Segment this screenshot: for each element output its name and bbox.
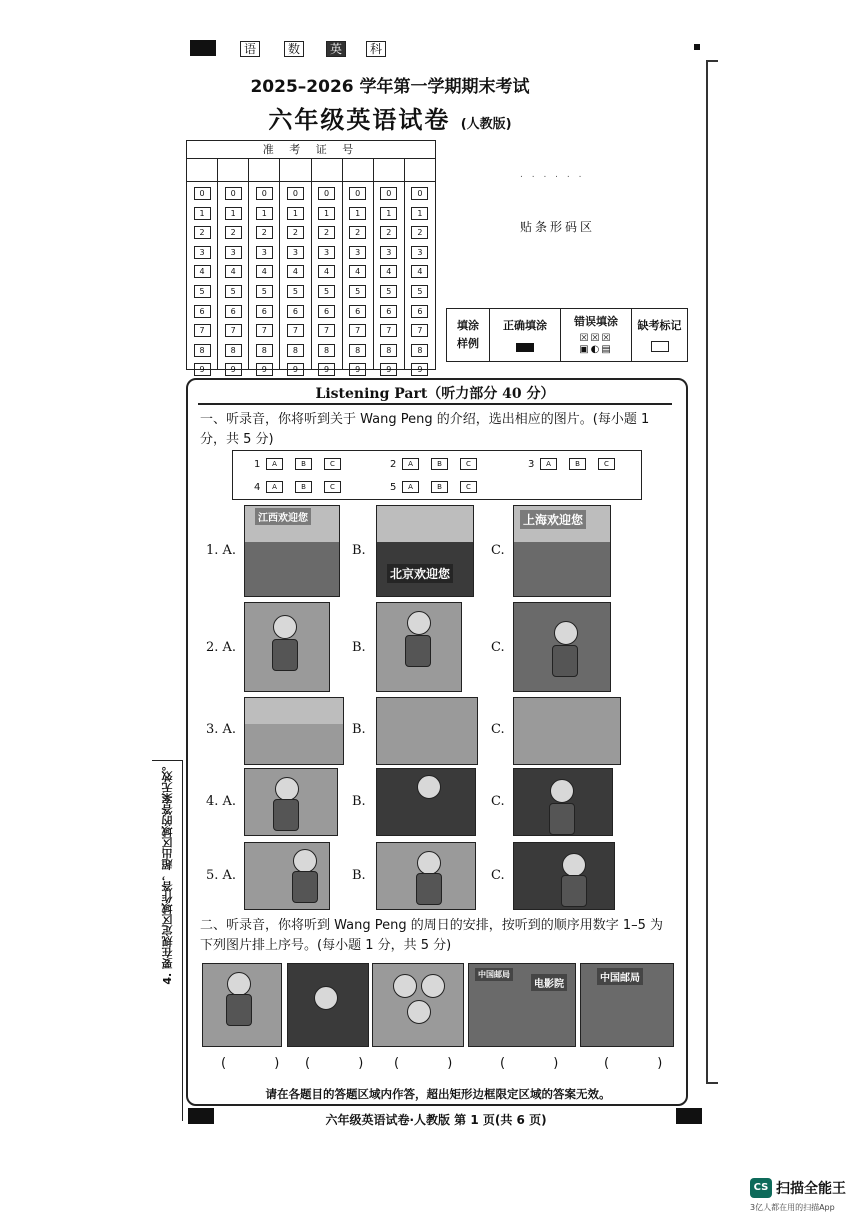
digit-bubble[interactable]: 9 [194,363,211,376]
admission-number-grid [186,140,436,375]
answer-option-bubble[interactable]: C [460,481,477,493]
subject-math[interactable]: 数 [284,41,304,57]
digit-column [218,182,249,375]
sample-label [447,309,490,361]
river-picture [244,697,344,765]
digit-bubble[interactable]: 0 [318,187,335,200]
cinema-sign: 电影院 [531,974,567,991]
digit-bubble[interactable]: 6 [411,305,428,318]
digit-bubble[interactable]: 1 [225,207,242,220]
digit-bubble[interactable]: 3 [194,246,211,259]
digit-bubble[interactable]: 6 [349,305,366,318]
answer-option-bubble[interactable]: A [402,481,419,493]
digit-bubble[interactable]: 8 [194,344,211,357]
admission-write-boxes [187,159,435,182]
digit-bubble[interactable]: 0 [225,187,242,200]
item-4-label: 4. A. [206,794,237,809]
digit-bubble[interactable]: 9 [256,363,273,376]
sample-label-1: 填涂 [457,319,479,332]
digit-bubble[interactable]: 1 [287,207,304,220]
answer-option-bubble[interactable]: B [569,458,586,470]
answer-option-bubble[interactable]: A [266,481,283,493]
item-1-label: 1. A. [206,543,237,558]
answer-number: 1 [254,458,261,470]
digit-bubble[interactable]: 4 [256,265,273,278]
write-box[interactable] [312,159,343,181]
digit-bubble[interactable]: 3 [380,246,397,259]
write-box[interactable] [187,159,218,181]
digit-bubble[interactable]: 2 [318,226,335,239]
answer-number: 3 [528,458,535,470]
digit-bubble[interactable]: 3 [225,246,242,259]
digit-column [343,182,374,375]
digit-bubble[interactable]: 1 [349,207,366,220]
sample-label-2: 样例 [457,337,479,350]
digit-bubble[interactable]: 8 [380,344,397,357]
write-box[interactable] [405,159,435,181]
option-b-label: B. [352,868,366,883]
digit-bubble[interactable]: 9 [380,363,397,376]
order-blank-5[interactable]: ( ) [604,1056,685,1071]
boy-badminton-picture [513,842,615,910]
digit-column [187,182,218,375]
post-office-cinema-picture [468,963,576,1047]
page-info: 六年级英语试卷·人教版 第 1 页(共 6 页) [325,1113,547,1127]
wrong-fill [561,309,632,361]
digit-bubble[interactable]: 0 [194,187,211,200]
digit-bubble[interactable]: 1 [194,207,211,220]
girl-at-window-picture [287,963,369,1047]
option-c-label: C. [491,868,505,883]
question-1-instructions: 一、听录音，你将听到关于 Wang Peng 的介绍，选出相应的图片。(每小题 1 分，共 5 分) [200,412,650,447]
digit-bubble[interactable]: 4 [411,265,428,278]
answer-option-bubble[interactable]: A [540,458,557,470]
digit-bubble[interactable]: 8 [318,344,335,357]
digit-bubble[interactable]: 3 [318,246,335,259]
answer-option-bubble[interactable]: B [295,481,312,493]
subject-english[interactable]: 英 [326,41,346,57]
digit-bubble[interactable]: 9 [318,363,335,376]
digit-bubble[interactable]: 9 [349,363,366,376]
shanghai-picture [513,505,611,597]
answer-option-bubble[interactable]: A [266,458,283,470]
jiangxi-caption: 江西欢迎您 [255,508,311,525]
paper-title-text: 六年级英语试卷 [268,106,451,134]
digit-bubble[interactable]: 4 [380,265,397,278]
digit-bubble[interactable]: 0 [287,187,304,200]
digit-bubble[interactable]: 7 [287,324,304,337]
write-box[interactable] [343,159,374,181]
fill-sample-table [446,308,688,362]
digit-bubble[interactable]: 5 [287,285,304,298]
digit-bubble[interactable]: 2 [194,226,211,239]
digit-bubble[interactable]: 9 [287,363,304,376]
digit-bubble[interactable]: 8 [287,344,304,357]
barcode-area-label: 贴条形码区 [520,220,596,234]
order-blank-3[interactable]: ( ) [394,1056,475,1071]
answer-option-bubble[interactable]: C [460,458,477,470]
digit-bubble[interactable]: 3 [256,246,273,259]
listening-title: Listening Part（听力部分 40 分） [315,386,555,402]
digit-bubble[interactable]: 5 [194,285,211,298]
digit-bubble[interactable]: 7 [225,324,242,337]
digit-bubble[interactable]: 3 [411,246,428,259]
digit-bubble[interactable]: 0 [349,187,366,200]
post-office-sign-2: 中国邮局 [597,968,643,985]
answer-number: 2 [390,458,397,470]
digit-bubble[interactable]: 2 [411,226,428,239]
digit-bubble[interactable]: 5 [411,285,428,298]
digit-bubble[interactable]: 4 [194,265,211,278]
jiangxi-picture [244,505,340,597]
answer-group [390,481,477,493]
digit-column [312,182,343,375]
correct-fill-label: 正确填涂 [503,319,547,332]
digit-bubble[interactable]: 8 [225,344,242,357]
order-blank-2[interactable]: ( ) [305,1056,386,1071]
camscanner-logo-icon: CS [750,1178,772,1198]
boy-cycling-picture [376,602,462,692]
absent-mark-label: 缺考标记 [637,319,682,332]
option-b-label: B. [352,543,366,558]
digit-bubble[interactable]: 6 [318,305,335,318]
right-margin-line [706,60,718,1084]
post-office-sign: 中国邮局 [475,968,513,981]
digit-bubble[interactable]: 5 [349,285,366,298]
item-2-label: 2. A. [206,640,237,655]
answer-option-bubble[interactable]: C [324,481,341,493]
boy-football-picture [376,842,476,910]
question-2-instructions: 二、听录音，你将听到 Wang Peng 的周日的安排，按听到的顺序用数字 1–5 为下列图片排上序号。(每小题 1 分，共 5 分) [200,918,664,953]
title-divider [198,403,672,405]
wrong-fill-marks: ☒☒☒ ▣◐▤ [579,333,613,355]
digit-bubble[interactable]: 4 [287,265,304,278]
digit-bubble[interactable]: 7 [256,324,273,337]
digit-bubble[interactable]: 1 [380,207,397,220]
computer-room-picture [376,697,478,765]
registration-mark [694,44,700,50]
digit-bubble[interactable]: 5 [318,285,335,298]
correct-fill [490,309,561,361]
digit-bubble[interactable]: 5 [256,285,273,298]
order-blank-4[interactable]: ( ) [500,1056,581,1071]
boy-on-tower-picture [513,602,611,692]
digit-bubble[interactable]: 0 [256,187,273,200]
digit-bubble[interactable]: 2 [380,226,397,239]
digit-bubble[interactable]: 1 [256,207,273,220]
answer-number: 5 [390,481,397,493]
digit-bubble[interactable]: 7 [380,324,397,337]
answer-group [254,481,341,493]
digit-bubble[interactable]: 6 [194,305,211,318]
digit-bubble[interactable]: 1 [411,207,428,220]
digit-bubble[interactable]: 6 [380,305,397,318]
digit-bubble[interactable]: 6 [287,305,304,318]
answer-group [254,458,341,470]
beijing-caption: 北京欢迎您 [387,564,453,583]
answer-number: 4 [254,481,261,493]
absent-mark-box[interactable] [651,341,669,352]
item-5-label: 5. A. [206,868,237,883]
subject-chinese[interactable]: 语 [240,41,260,57]
digit-bubble[interactable]: 5 [380,285,397,298]
write-box[interactable] [280,159,311,181]
digit-bubble[interactable]: 7 [318,324,335,337]
answer-option-bubble[interactable]: A [402,458,419,470]
answer-option-bubble[interactable]: B [295,458,312,470]
barcode-dots: . . . . . . [520,170,585,180]
digit-bubble[interactable]: 2 [287,226,304,239]
digit-column [374,182,405,375]
edition: (人教版) [460,117,512,132]
boy-riding-bike-picture [202,963,282,1047]
digit-bubble[interactable]: 3 [287,246,304,259]
answer-option-bubble[interactable]: C [324,458,341,470]
digit-bubble[interactable]: 2 [256,226,273,239]
digit-bubble[interactable]: 5 [225,285,242,298]
digit-columns [187,182,435,375]
admission-header: 准 考 证 号 [187,141,435,159]
boy-singing-picture [513,768,613,836]
digit-bubble[interactable]: 4 [225,265,242,278]
option-b-label: B. [352,722,366,737]
beijing-picture [376,505,474,597]
library-picture [513,697,621,765]
option-b-label: B. [352,640,366,655]
answer-option-bubble[interactable]: B [431,458,448,470]
answer-area-notice: 请在各题目的答题区域内作答，超出矩形边框限定区域的答案无效。 [265,1087,611,1101]
answer-group [390,458,477,470]
absent-mark [632,309,687,361]
digit-column [280,182,311,375]
option-c-label: C. [491,794,505,809]
digit-bubble[interactable]: 7 [194,324,211,337]
answer-group [528,458,615,470]
digit-bubble[interactable]: 8 [411,344,428,357]
digit-bubble[interactable]: 9 [225,363,242,376]
post-office-picture [580,963,674,1047]
option-b-label: B. [352,794,366,809]
exam-title: 2025–2026 学年第一学期期末考试 [250,77,530,97]
digit-bubble[interactable]: 7 [349,324,366,337]
digit-bubble[interactable]: 4 [349,265,366,278]
ping-pong-picture [376,768,476,836]
item-3-label: 3. A. [206,722,237,737]
subject-science[interactable]: 科 [366,41,386,57]
registration-mark [190,40,216,56]
order-blank-1[interactable]: ( ) [221,1056,302,1071]
boy-reading-picture [244,768,338,836]
digit-bubble[interactable]: 0 [411,187,428,200]
write-box[interactable] [374,159,405,181]
write-box[interactable] [249,159,280,181]
option-c-label: C. [491,543,505,558]
digit-bubble[interactable]: 8 [256,344,273,357]
write-box[interactable] [218,159,249,181]
digit-bubble[interactable]: 8 [349,344,366,357]
paper-title [180,100,600,135]
digit-bubble[interactable]: 2 [349,226,366,239]
digit-bubble[interactable]: 1 [318,207,335,220]
option-c-label: C. [491,640,505,655]
margin-notice: 4. 要在规定区域作答，超出区域的答案无效。 [161,760,174,985]
grandparents-hug-picture [372,963,464,1047]
scanner-tagline: 3亿人都在用的扫描App [750,1203,835,1212]
correct-fill-mark [516,343,534,352]
digit-bubble[interactable]: 6 [225,305,242,318]
digit-column [249,182,280,375]
digit-bubble[interactable]: 6 [256,305,273,318]
digit-bubble[interactable]: 0 [380,187,397,200]
digit-bubble[interactable]: 3 [349,246,366,259]
answer-option-bubble[interactable]: B [431,481,448,493]
shanghai-caption: 上海欢迎您 [520,510,586,529]
boy-walking-picture [244,602,330,692]
digit-bubble[interactable]: 9 [411,363,428,376]
boy-hiking-picture [244,842,330,910]
digit-column [405,182,435,375]
digit-bubble[interactable]: 2 [225,226,242,239]
digit-bubble[interactable]: 4 [318,265,335,278]
digit-bubble[interactable]: 7 [411,324,428,337]
answer-option-bubble[interactable]: C [598,458,615,470]
option-c-label: C. [491,722,505,737]
wrong-fill-label: 错误填涂 [574,315,618,328]
scanner-app-name: 扫描全能王 [776,1181,846,1197]
